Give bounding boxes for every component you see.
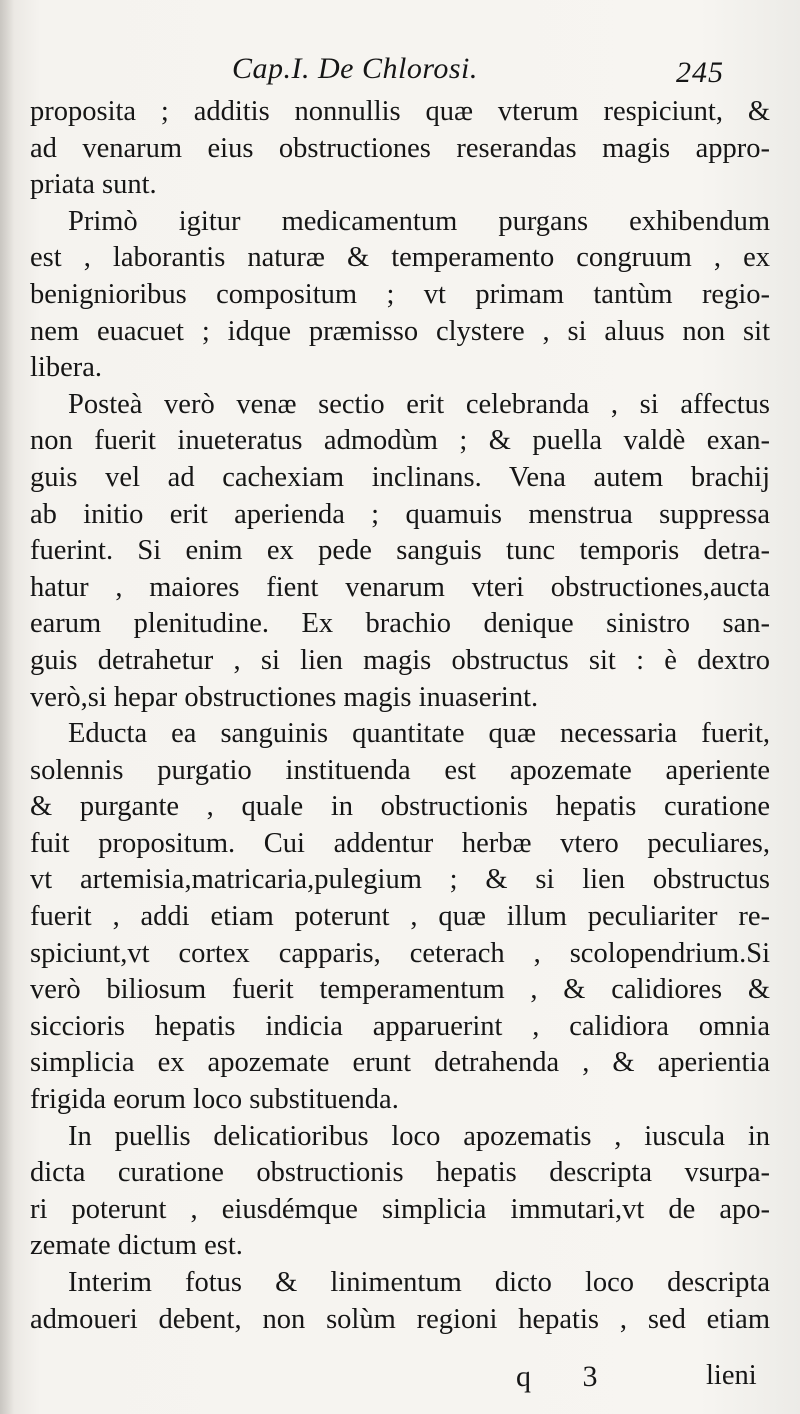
text-line: verò,si hepar obstructiones magis inuaserint. — [30, 681, 539, 713]
signature-mark: q 3 — [516, 1360, 620, 1393]
text-line: vt artemisia,matricaria,pulegium ; & si lien obstructus — [30, 864, 770, 896]
text-line: frigida eorum loco substituenda. — [30, 1084, 399, 1116]
text-line: nem euacuet ; idque præmisso clystere , si aluus non sit — [30, 315, 770, 347]
running-head: Cap.I. De Chlorosi. — [232, 52, 478, 85]
page-footer — [0, 1360, 800, 1404]
page-number: 245 — [676, 56, 724, 89]
text-line: fuerint. Si enim ex pede sanguis tunc temporis detra- — [30, 535, 770, 567]
text-line: zemate dictum est. — [30, 1230, 243, 1262]
text-line: ab initio erit aperienda ; quamuis menstrua suppressa — [30, 498, 770, 530]
page-header — [0, 52, 800, 96]
catchword: lieni — [706, 1360, 757, 1391]
text-line: priata sunt. — [30, 169, 157, 201]
text-line: dicta curatione obstructionis hepatis descripta vsurpa- — [30, 1157, 770, 1189]
text-line: benignioribus compositum ; vt primam tantùm regio- — [30, 278, 770, 310]
text-line: guis detrahetur , si lien magis obstructus sit : è dextro — [30, 644, 770, 676]
text-line: Educta ea sanguinis quantitate quæ necessaria fuerit, — [68, 718, 770, 750]
text-line: guis vel ad cachexiam inclinans. Vena autem brachij — [30, 461, 770, 493]
text-line: & purgante , quale in obstructionis hepatis curatione — [30, 791, 770, 823]
text-line: simplicia ex apozemate erunt detrahenda , & aperientia — [30, 1047, 770, 1079]
text-line: libera. — [30, 352, 103, 384]
text-line: ri poterunt , eiusdémque simplicia immutari,vt de apo- — [30, 1193, 770, 1225]
text-line: fuerit , addi etiam poterunt , quæ illum peculiariter re- — [30, 901, 770, 933]
text-line: In puellis delicatioribus loco apozematis , iuscula in — [68, 1120, 770, 1152]
text-line: admoueri debent, non solùm regioni hepatis , sed etiam — [30, 1303, 770, 1335]
text-line: Interim fotus & linimentum dicto loco descripta — [68, 1267, 770, 1298]
text-line: proposita ; additis nonnullis quæ vterum respiciunt, & — [30, 96, 770, 127]
body-text — [30, 94, 770, 1338]
text-line: ad venarum eius obstructiones reserandas magis appro- — [30, 132, 770, 164]
text-line: verò biliosum fuerit temperamentum , & calidiores & — [30, 974, 770, 1006]
text-line: earum plenitudine. Ex brachio denique sinistro san- — [30, 608, 770, 640]
scan-edge-shadow — [0, 0, 14, 1414]
text-line: hatur , maiores fient venarum vteri obstructiones,aucta — [30, 571, 770, 603]
text-line: est , laborantis naturæ & temperamento congruum , ex — [30, 242, 770, 274]
text-line: Primò igitur medicamentum purgans exhibendum — [68, 205, 770, 237]
text-line: siccioris hepatis indicia apparuerint , calidiora omnia — [30, 1010, 770, 1042]
text-line: solennis purgatio instituenda est apozemate aperiente — [30, 754, 770, 786]
text-line: spiciunt,vt cortex capparis, ceterach , scolopendrium.Si — [30, 937, 770, 969]
text-line: Posteà verò venæ sectio erit celebranda , si affectus — [68, 388, 770, 420]
text-line: fuit propositum. Cui addentur herbæ vtero peculiares, — [30, 827, 770, 859]
text-line: non fuerit inueteratus admodùm ; & puella valdè exan- — [30, 425, 770, 457]
